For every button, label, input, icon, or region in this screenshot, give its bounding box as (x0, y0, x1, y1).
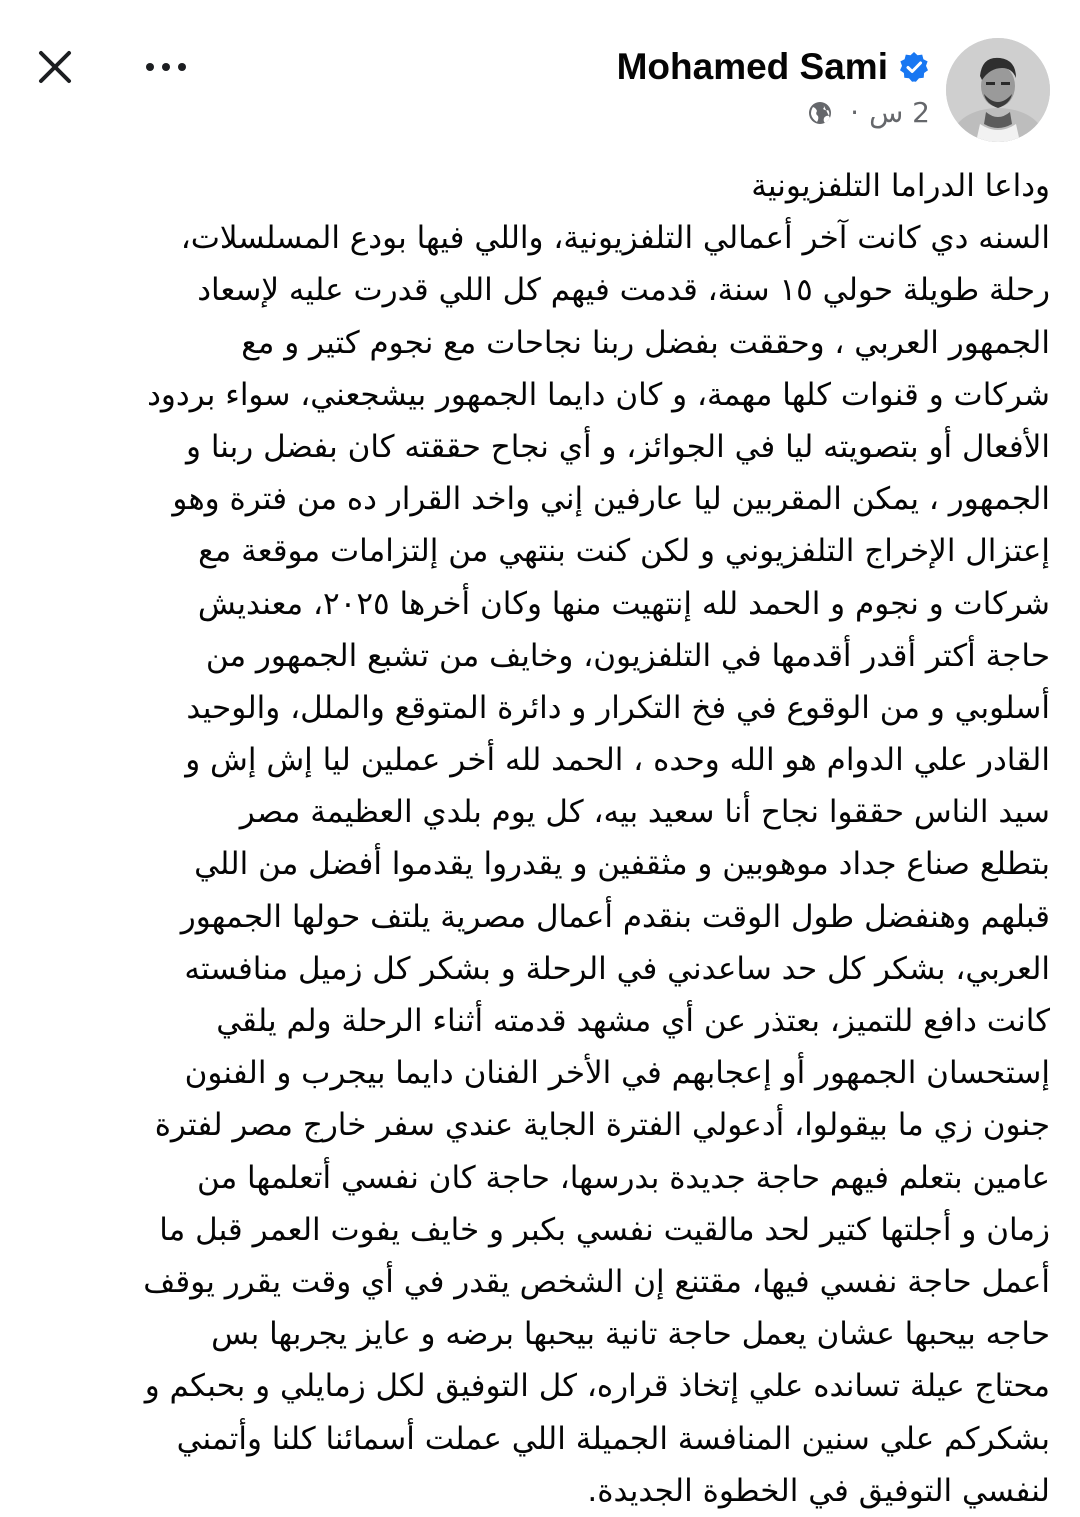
post-text-line: القادر علي الدوام هو الله وحده ، الحمد لله أخر عملين ليا إش إش و (185, 742, 1050, 779)
post-text-line: السنه دي كانت آخر أعمالي التلفزيونية، واللي فيها بودع المسلسلات، (180, 220, 1050, 257)
verified-badge-icon (898, 51, 930, 83)
post-text-line: زمان و أجلتها كتير لحد مالقيت نفسي بكبر و خايف يفوت العمر قبل ما (159, 1211, 1050, 1248)
post-text-line: سيد الناس حققوا نجاح أنا سعيد بيه، كل يوم بلدي العظيمة مصر (239, 794, 1050, 831)
post-text (30, 160, 1050, 1517)
post-text-line: الأفعال أو بتصويته ليا في الجوائز، و أي نجاح حققته كان بفضل ربنا و (186, 428, 1050, 465)
post-text-line: لنفسي التوفيق في الخطوة الجديدة. (587, 1472, 1050, 1509)
post-text-line: أعمل حاجة نفسي فيها، مقتنع إن الشخص يقدر في أي وقت يقرر يوقف (143, 1263, 1050, 1300)
post-meta (806, 96, 930, 129)
post-text-line: عامين بتعلم فيهم حاجة جديدة بدرسها، حاجة كان نفسي أتعلمها من (197, 1159, 1050, 1196)
post-text-line: قبلهم وهنفضل طول الوقت بنقدم أعمال مصرية يلتف حولها الجمهور (180, 898, 1050, 935)
post-text-line: إعتزال الإخراج التلفزيوني و لكن كنت بنتهي من إلتزامات موقعة مع (198, 533, 1050, 570)
more-options-button[interactable] (140, 52, 192, 82)
post-text-line: إستحسان الجمهور أو إعجابهم في الأخر الفنان دايما بيجرب و الفنون (184, 1055, 1050, 1092)
post-header (0, 0, 1080, 150)
post-text-line: جنون زي ما بيقولوا، أدعولي الفترة الجاية عندي سفر خارج مصر لفترة (154, 1107, 1050, 1144)
post-text-line: الجمهور العربي ، وحققت بفضل ربنا نجاحات مع نجوم كتير و مع (241, 324, 1050, 361)
post-text-line: شركات و نجوم و الحمد لله إنتهيت منها وكان أخرها ٢٠٢٥، معنديش (197, 585, 1050, 622)
post-text-line: حاجه بيحبها عشان يعمل حاجة تانية بيحبها برضه و عايز يجربها بس (211, 1316, 1050, 1353)
post-text-line: حاجة أكتر أقدر أقدمها في التلفزيون، وخايف من تشبع الجمهور من (205, 637, 1050, 674)
post-text-line: محتاج عيلة تسانده علي إتخاذ قراره، كل التوفيق لكل زمايلي و بحبكم و (144, 1368, 1050, 1405)
post-text-line: بشكركم علي سنين المنافسة الجميلة اللي عملت أسمائنا كلنا وأتمني (176, 1420, 1050, 1457)
post-text-line: الجمهور ، يمكن المقربين ليا عارفين إني واخد القرار ده من فترة وهو (172, 481, 1050, 518)
post-text-line: شركات و قنوات كلها مهمة، و كان دايما الجمهور بيشجعني، سواء بردود (147, 376, 1050, 413)
post-text-line: بتطلع صناع جداد موهوبين و مثقفين و يقدروا يقدموا أفضل من اللي (194, 846, 1050, 883)
close-button[interactable] (30, 42, 80, 92)
post-text-line: أسلوبي و من الوقوع في فخ التكرار و دائرة المتوقع والملل، والوحيد (186, 689, 1050, 726)
close-icon (35, 47, 75, 87)
meta-separator: · (850, 96, 860, 129)
post-timestamp[interactable]: 2 س (869, 96, 930, 129)
post-text-line: العربي، بشكر كل حد ساعدني في الرحلة و بشكر كل زميل منافسته (184, 950, 1050, 987)
post-text-line: رحلة طويلة حولي ١٥ سنة، قدمت فيهم كل اللي قدرت عليه لإسعاد (197, 272, 1050, 309)
post-text-line: كانت دافع للتميز، بعتذر عن أي مشهد قدمته أثناء الرحلة ولم يلقي (216, 1003, 1050, 1039)
more-horizontal-icon (144, 61, 188, 73)
post-title: وداعا الدراما التلفزيونية (751, 168, 1050, 204)
author-row (617, 46, 930, 88)
globe-icon[interactable] (806, 99, 834, 127)
author-name[interactable]: Mohamed Sami (616, 46, 888, 87)
avatar[interactable] (946, 38, 1050, 142)
